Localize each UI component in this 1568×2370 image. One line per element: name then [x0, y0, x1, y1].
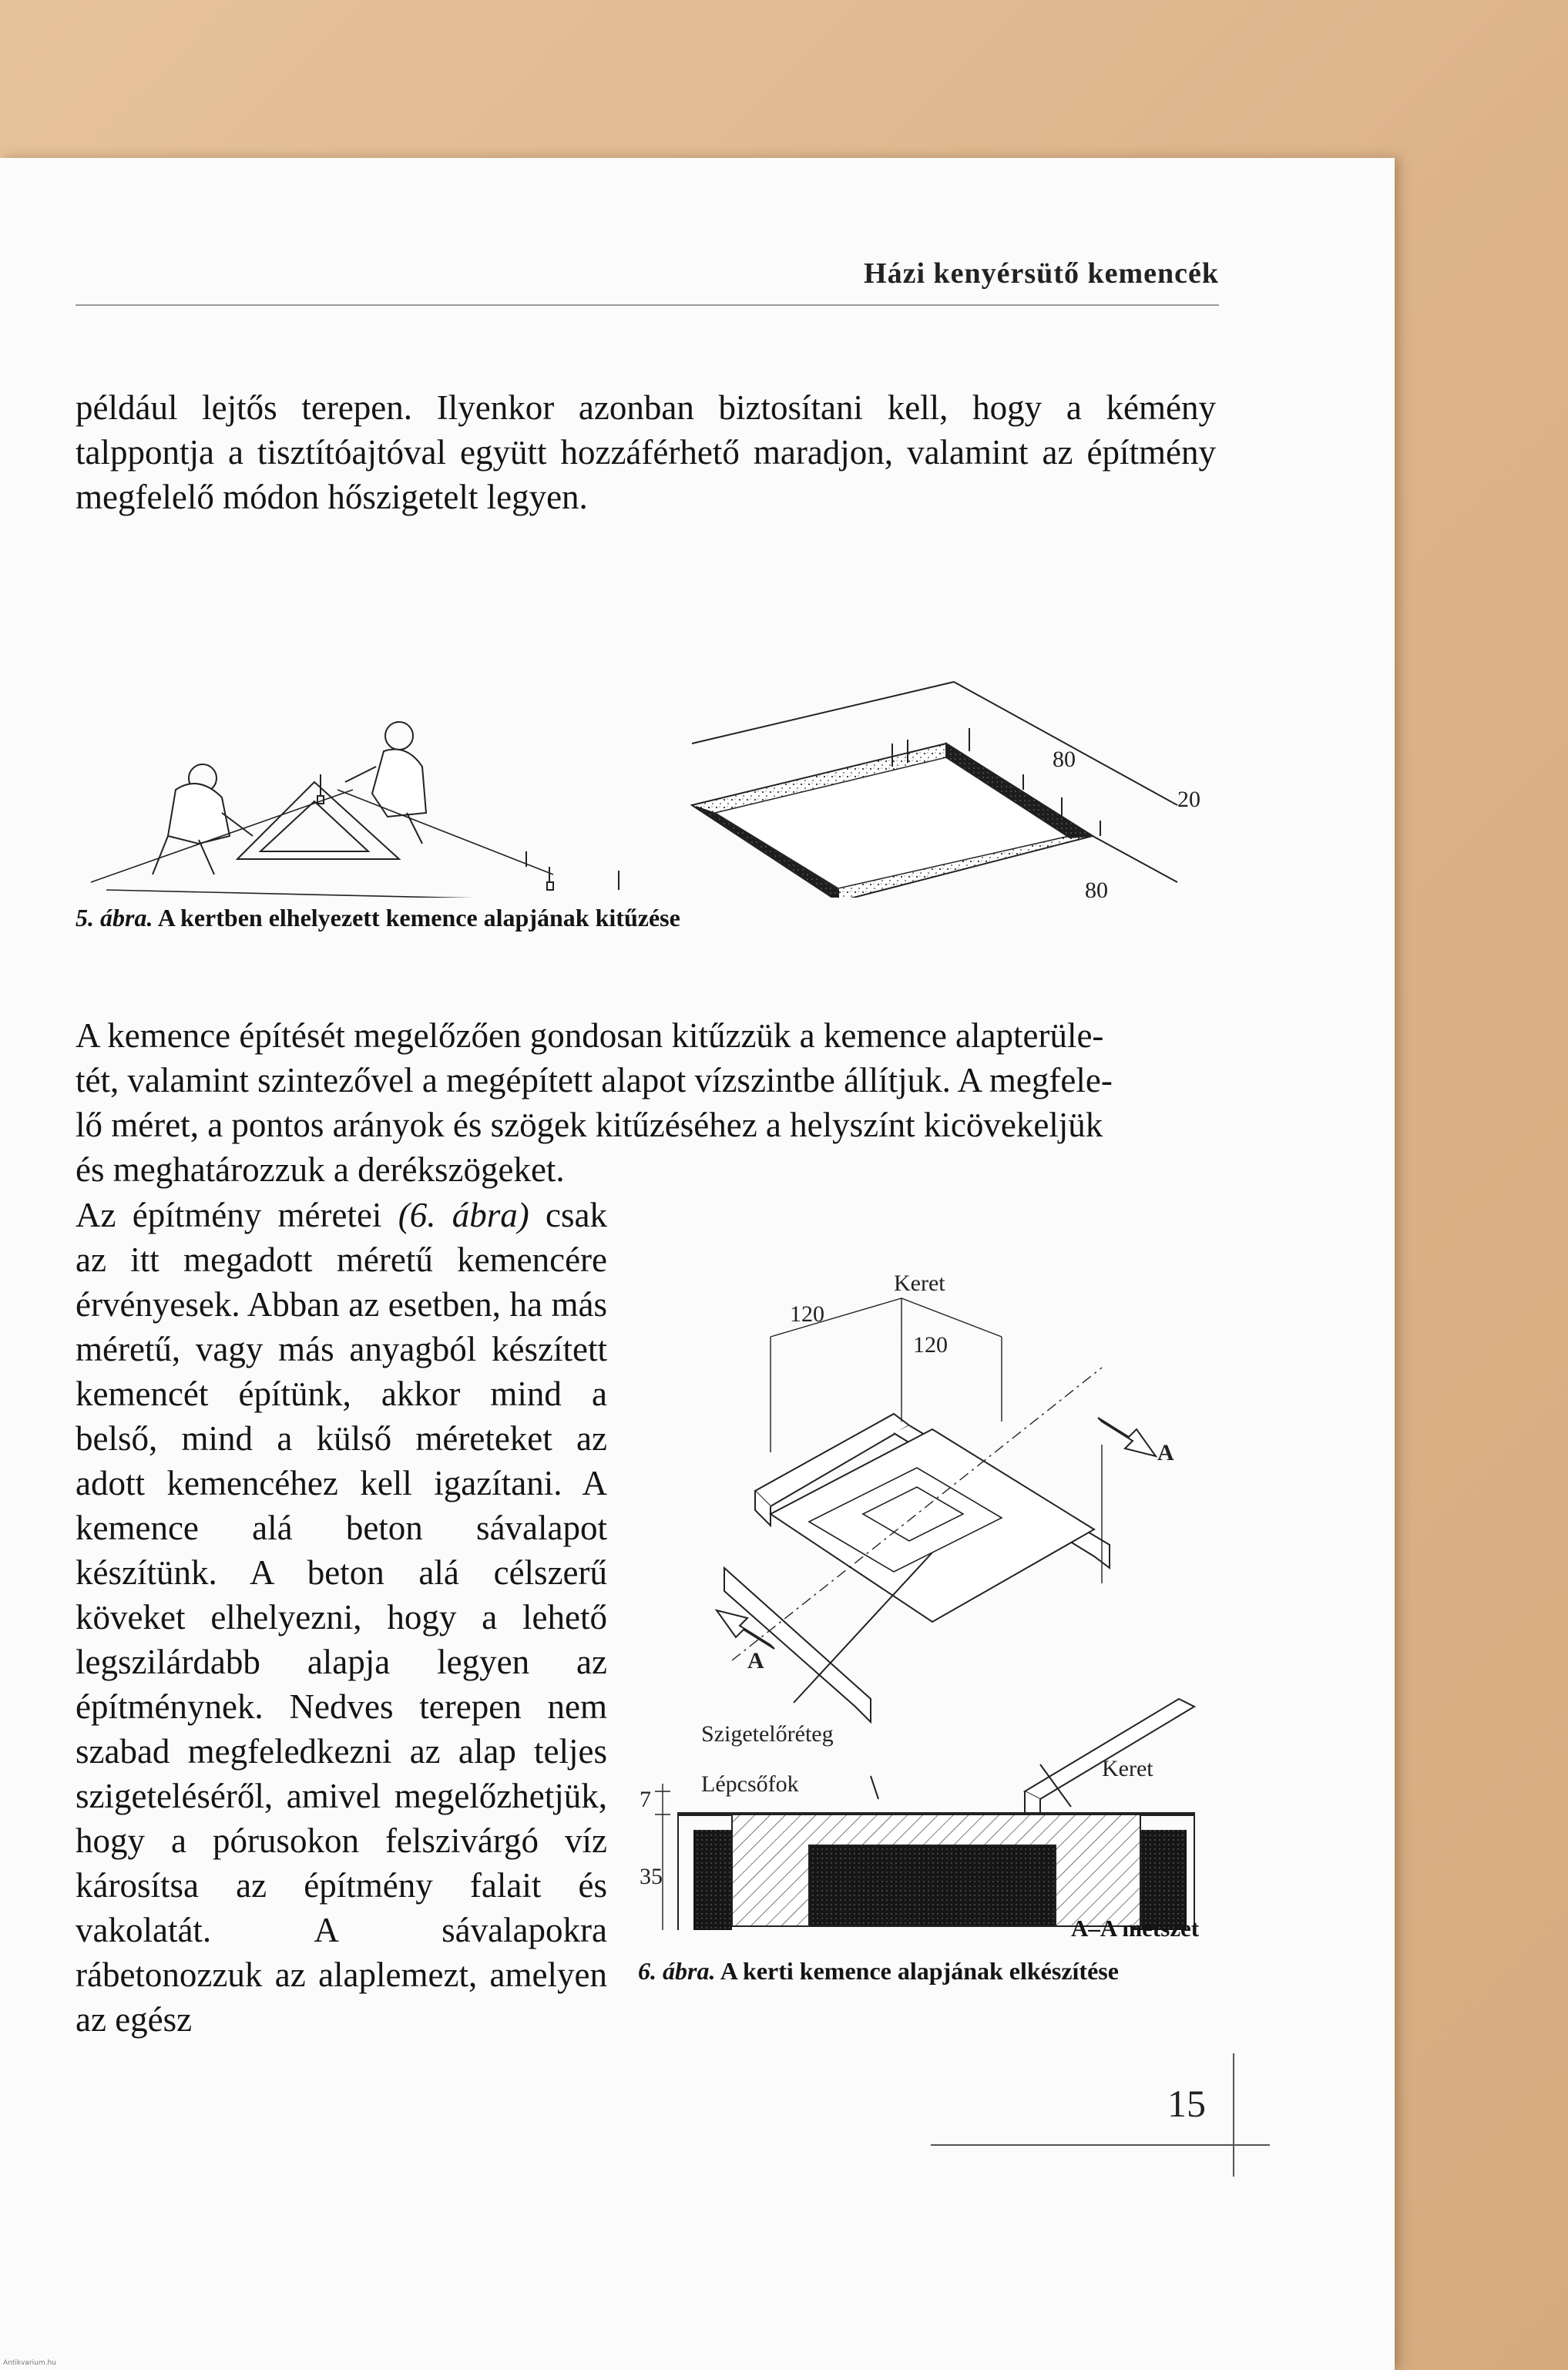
fig6-label-keret-bottom: Keret: [1102, 1756, 1153, 1781]
fig6-arrow-label-a-top: A: [1157, 1440, 1174, 1465]
running-header: Házi kenyérsütő kemencék: [864, 257, 1219, 290]
figure-5-caption-text: A kertben elhelyezett kemence alapjának kitűzése: [157, 904, 680, 932]
figure-6-caption-number: 6. ábra.: [638, 1957, 716, 1985]
fig6-label-lepcsofok: Lépcsőfok: [701, 1771, 799, 1797]
page-number: 15: [1167, 2082, 1206, 2125]
worker-figure-right: [345, 722, 426, 844]
figure-6-caption-text: A kerti kemence alapjának elkészítése: [720, 1957, 1119, 1985]
paragraph-2: [76, 1013, 1216, 1192]
fig5-dim-80-top: 80: [1053, 747, 1076, 772]
fig6-label-szigetelo: Szigetelőréteg: [701, 1721, 834, 1747]
paragraph-3-rest: csak az itt megadott méretű kemencére érvényesek. Abban az esetben, ha más méretű, vagy más anyagból készített kemencét építünk, akkor mind a belső, mind a külső méreteket az adott kemencéhez kell igazítani. A kemence alá beton sávalapot készítünk. A beton alá célszerű köveket elhelyezni, hogy a lehető legszilárdabb alapja legyen az építménynek. Nedves terepen nem szabad megfeledkezni az alap teljes szigeteléséről, amivel megelőzhetjük, hogy a pórusokon felszivárgó víz károsítsa az építmény falait és vakolatát. A sávalapokra rábetonozzuk az alaplemezt, amelyen az egész: [76, 1196, 607, 2039]
figure-6-drawing: [640, 1167, 1225, 1930]
paragraph-1: például lejtős terepen. Ilyenkor azonban biztosítani kell, hogy a kémény talppontja a tisztítóajtóval együtt hozzáférhető maradjon, valamint az építmény megfelelő módon hőszigetelt legyen.: [76, 388, 1216, 516]
stakes: [317, 774, 619, 890]
fig6-dim-7: 7: [640, 1787, 651, 1812]
book-page: [0, 158, 1395, 2370]
figure-6-caption: [638, 1957, 1119, 1986]
section-arrow-top: [1098, 1418, 1156, 1456]
page-number-vertical-rule: [1233, 2053, 1234, 2177]
fig5-dim-20-top: 20: [1177, 787, 1200, 812]
page-number-horizontal-rule: [931, 2144, 1270, 2146]
fig6-arrow-label-a-bottom: A: [747, 1648, 764, 1673]
paragraph-2-line: tét, valamint szintezővel a megépített alapot vízszintbe állítjuk. A megfele-: [76, 1061, 1113, 1099]
fig6-dim-120-left: 120: [790, 1301, 824, 1327]
paragraph-2-line: A kemence építését megelőzően gondosan kitűzzük a kemence alapterüle-: [76, 1016, 1104, 1055]
figure-5-caption-number: 5. ábra.: [76, 904, 153, 932]
paragraph-2-line: és meghatározzuk a derékszögeket.: [76, 1150, 565, 1189]
fig6-label-keret-top: Keret: [894, 1271, 945, 1296]
figure-5-drawing: [76, 559, 1216, 898]
fig5-dim-80-bottom: 80: [1085, 878, 1108, 898]
section-aa-label: A–A metszet: [1071, 1915, 1200, 1942]
figure-5-caption: [76, 904, 680, 932]
foundation-trench: [692, 682, 1177, 898]
paragraph-3: [76, 1193, 607, 2042]
watermark: Antikvarium.hu: [3, 2359, 56, 2367]
fig6-dim-120-right: 120: [913, 1332, 948, 1358]
figure-reference: (6. ábra): [398, 1196, 529, 1234]
paragraph-2-line: lő méret, a pontos arányok és szögek kitűzéséhez a helyszínt kicövekeljük: [76, 1106, 1103, 1144]
paragraph-3-start: Az építmény méretei: [76, 1196, 398, 1234]
header-rule: [76, 304, 1219, 306]
section-view: [655, 1784, 1194, 1930]
fig6-dim-35: 35: [640, 1864, 663, 1889]
